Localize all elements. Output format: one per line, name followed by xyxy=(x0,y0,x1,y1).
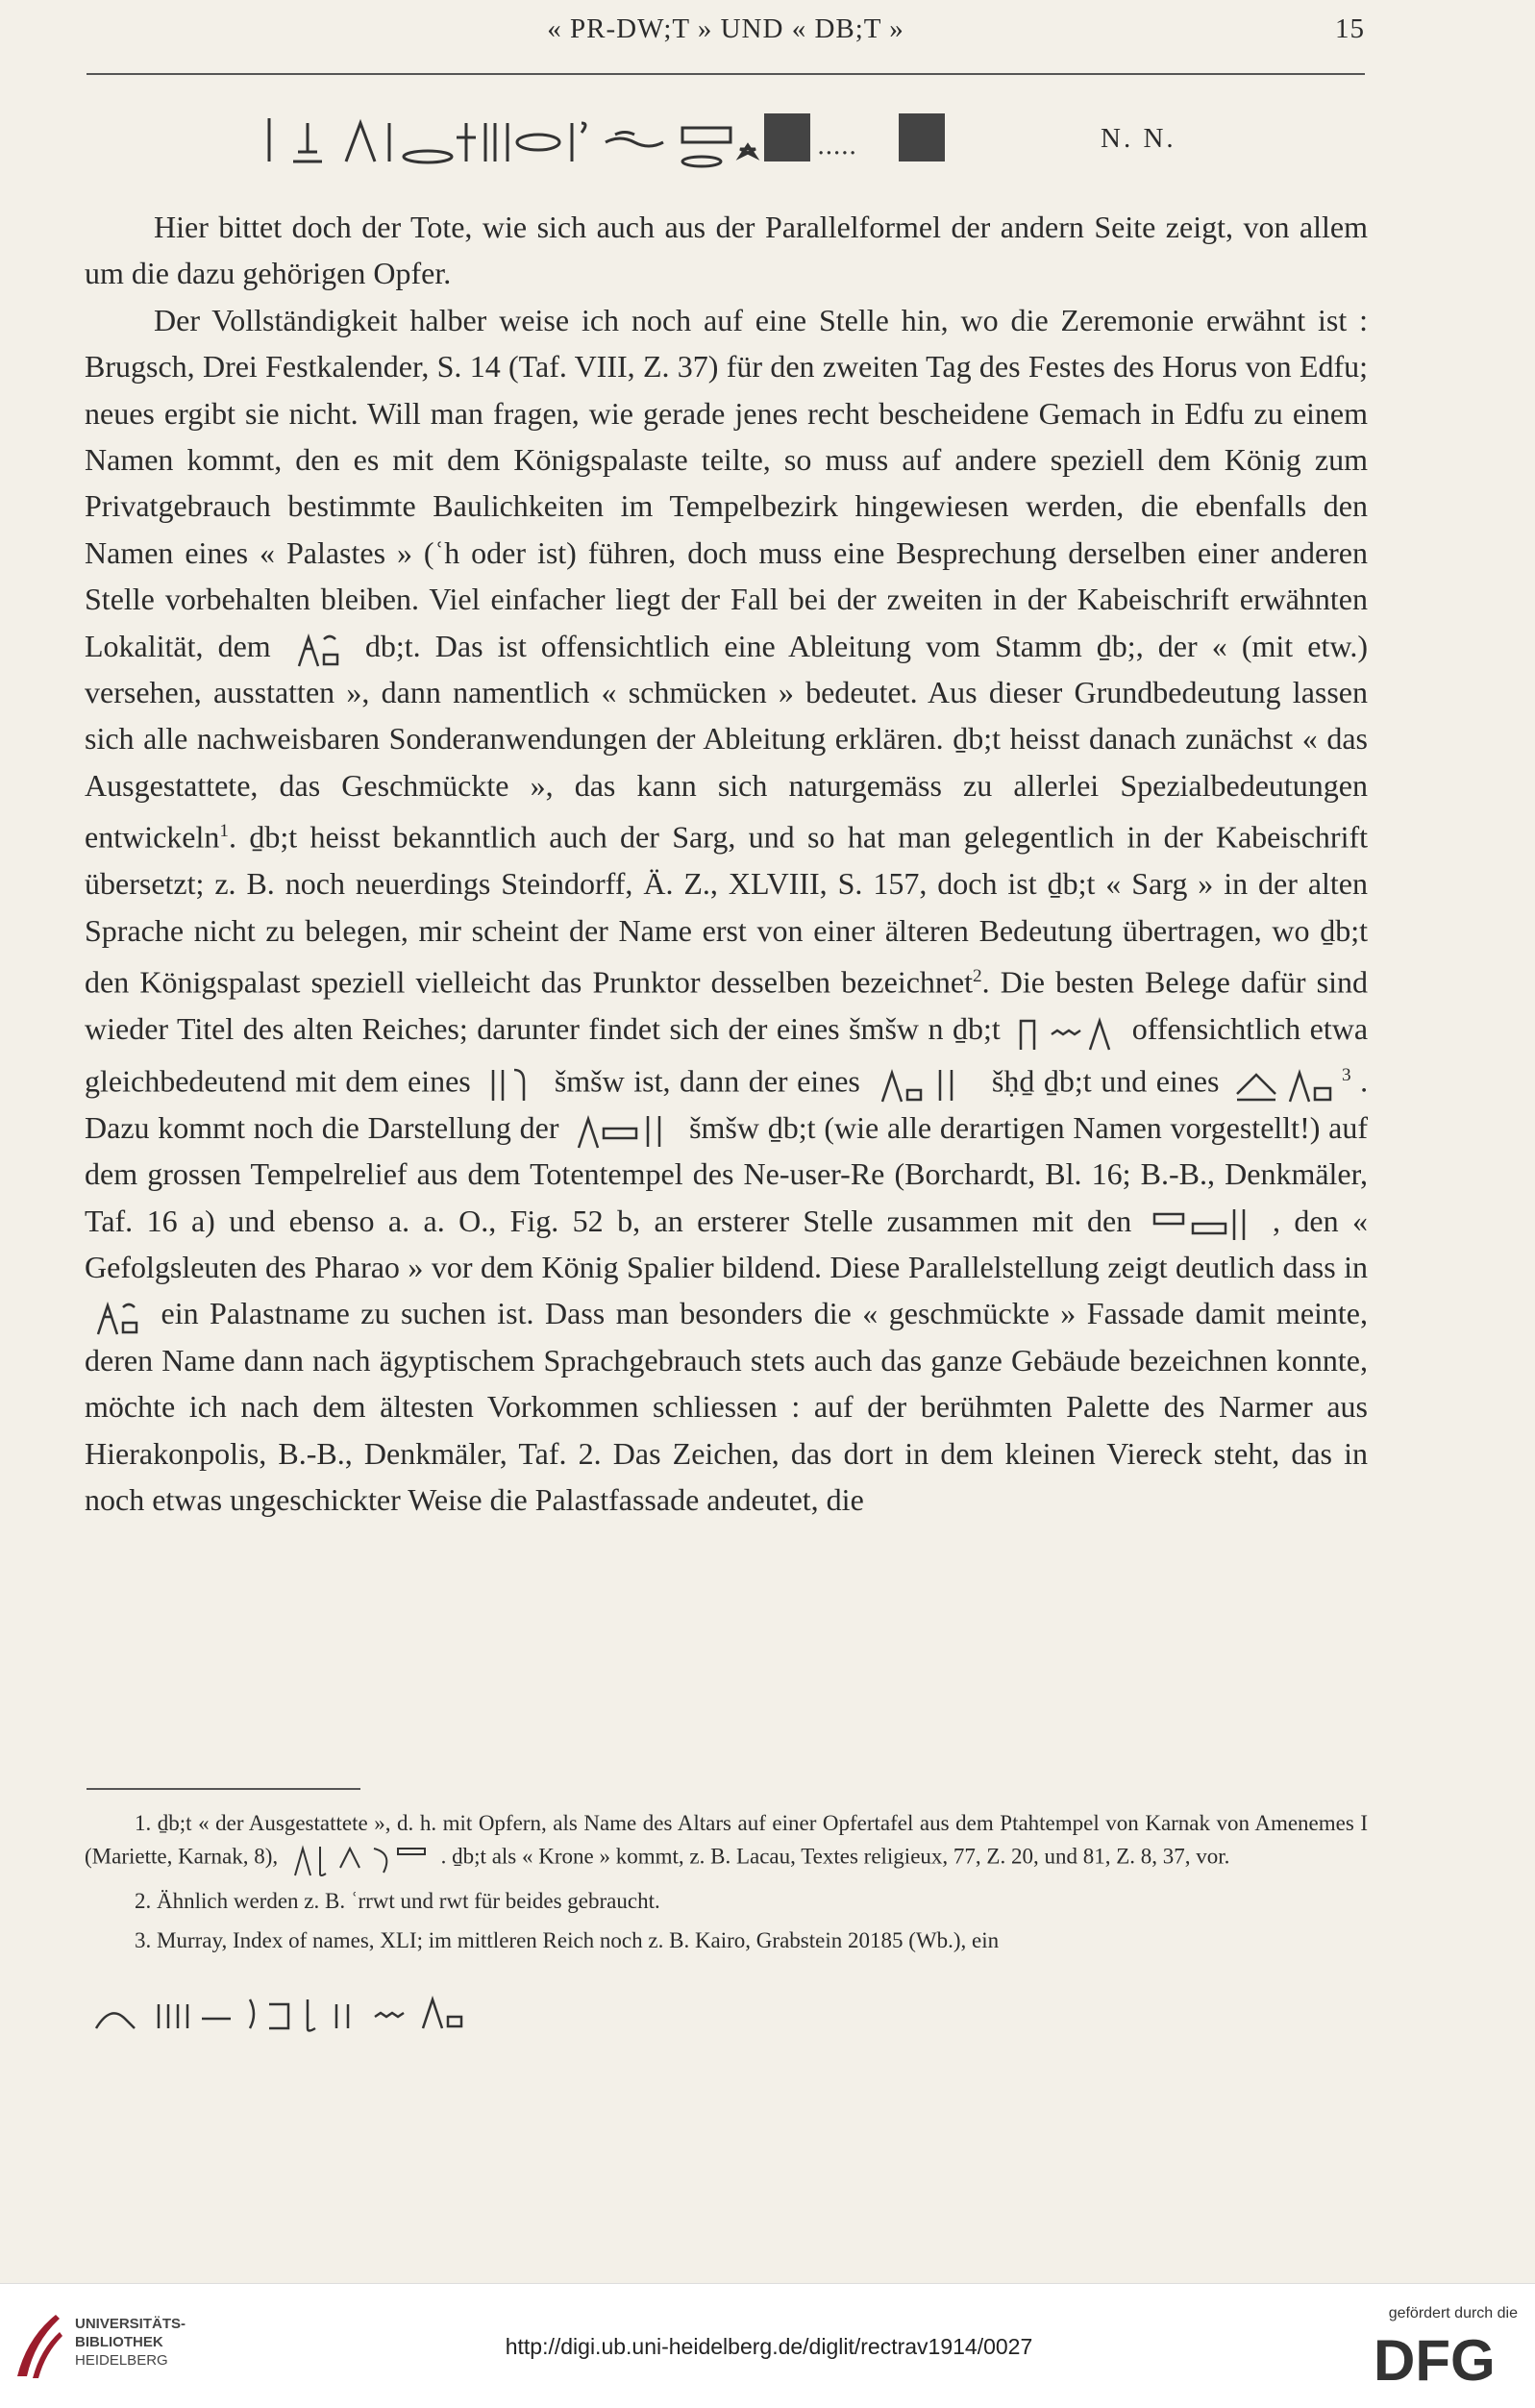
funder-caption: gefördert durch die xyxy=(1388,2305,1518,2321)
paragraph-2-cont10: ein Palastname zu suchen ist. Dass man besonders die « geschmückte » Fassade damit meinte, deren Name dann nach ägyptischem Sprachgebrauch stets auch das ganze Gebäude bezeichnen konnte, möchte ich nach dem ältesten Vorkommen schliessen : auf der berühmten Palette des Narmer aus Hierakonpolis, B.-B., Denkmäler, Taf. 2. Das Zeichen, das dort in dem kleinen Viereck steht, das in noch etwas ungeschickter Weise die Palastfassade andeutet, die xyxy=(85,1296,1369,1517)
library-line-2: BIBLIOTHEK xyxy=(75,2334,163,2350)
paragraph-2-cont3: . Die besten Belege dafür sind wieder Titel des alten Reiches; darunter findet sich der eines šmšw n ḏb;t xyxy=(85,964,1369,1047)
dfg-logo-text: DFG xyxy=(1374,2330,1496,2388)
permalink-url[interactable]: http://digi.ub.uni-heidelberg.de/diglit/rectrav1914/0027 xyxy=(505,2334,1033,2359)
paragraph-2-cont8: šmšw ḏb;t (wie alle derartigen Namen vorgestellt!) auf dem grossen Tempelrelief aus dem Totentempel des Ne-user-Re (Borchardt, Bl. 16; B.-B., Denkmäler, Taf. 16 a) und ebenso a. a. O., Fig. 52 b, an ersterer Stelle zusammen mit den xyxy=(85,1109,1369,1238)
footer-bar xyxy=(0,2283,1535,2408)
hieroglyph-pair-icon xyxy=(1232,1065,1338,1104)
paragraph-2-cont5: šmšw ist, dann der eines xyxy=(554,1063,860,1099)
footnotes xyxy=(85,1807,1368,1964)
library-line-1: UNIVERSITÄTS- xyxy=(75,2316,186,2332)
hieroglyph-gefolgsleute-icon xyxy=(1150,1204,1255,1243)
paragraph-2-text: Der Vollständigkeit halber weise ich noch auf eine Stelle hin, wo die Zeremonie erwähnt ist : Brugsch, Drei Festkalender, S. 14 (Taf. VIII, Z. 37) für den zweiten Tag des Festes des Horus von Edfu; neues ergibt sie nicht. Will man fragen, wie gerade jenes recht bescheidene Gemach in Edfu zu einem Namen kommt, den es mit dem Königspalaste teilte, so muss auf andere speziell dem König zum Privatgebrauch bestimmte Baulichkeiten im Tempelbezirk hingewiesen werden, die ebenfalls den Namen eines « Palastes » (ʿh oder ist) führen, doch muss eine Besprechung derselben einer anderen Stelle vorbehalten bleiben. Viel einfacher liegt der Fall bei der zweiten in der Kabeischrift erwähnten Lokalität, dem xyxy=(85,302,1368,663)
page-number: 15 xyxy=(1335,13,1365,44)
dfg-logo-icon xyxy=(1374,2330,1518,2388)
hieroglyph-title-icon xyxy=(1013,1013,1119,1052)
paragraph-2-cont4: offensichtlich etwa gleichbedeutend mit dem eines xyxy=(85,1011,1369,1099)
svg-text:.....: ..... xyxy=(817,132,857,161)
library-name xyxy=(75,2315,186,2370)
footnote-1 xyxy=(85,1807,1368,1877)
footnote-1-cont: . ḏb;t als « Krone » kommt, z. B. Lacau, Textes religieux, 77, Z. 20, und 81, Z. 8, 37, vor. xyxy=(440,1844,1230,1869)
hieroglyph-db3t-icon xyxy=(289,630,347,668)
footnote-hieroglyph-line xyxy=(87,1990,625,2038)
footnote-2: 2. Ähnlich werden z. B. ʿrrwt und rwt für beides gebraucht. xyxy=(135,1889,660,1913)
hieroglyph-shd-icon xyxy=(873,1065,978,1104)
university-library-logo-icon xyxy=(13,2309,63,2382)
footnote-1-text: 1. ḏb;t « der Ausgestattete », d. h. mit Opfern, als Name des Altars auf einer Opfertafel aus dem Ptahtempel von Karnak von Amenemes I (Mariette, Karnak, 8), xyxy=(85,1811,1368,1869)
footnote-3: 3. Murray, Index of names, XLI; im mittleren Reich noch z. B. Kairo, Grabstein 20185 (Wb.), ein xyxy=(135,1928,1000,1952)
hieroglyph-db3t-2-icon xyxy=(88,1298,146,1336)
footnote-hieroglyphs-icon xyxy=(287,1839,432,1877)
hieroglyph-smsw-db3t-icon xyxy=(571,1111,677,1150)
hieroglyph-line xyxy=(260,104,1221,171)
library-city: HEIDELBERG xyxy=(75,2352,168,2369)
paragraph-2: Der Vollständigkeit halber weise ich noch auf eine Stelle hin, wo die Zeremonie erwähnt ist : Brugsch, Drei Festkalender, S. 14 (Taf. VIII, Z. 37) für den zweiten Tag des Festes des Horus von Edfu; neues ergibt sie nicht. Will man fragen, wie gerade jenes recht bescheidene Gemach in Edfu zu einem Namen kommt, den es mit dem Königspalaste teilte, so muss auf andere speziell dem König zum Privatgebrauch bestimmte Baulichkeiten im Tempelbezirk hingewiesen werden, die ebenfalls den Namen eines « Palastes » (ʿh oder ist) führen, doch muss eine Besprechung derselben einer anderen Stelle vorbehalten bleiben. Viel einfacher liegt der Fall bei der zweiten in der Kabeischrift erwähnten Lokalität, dem db;t. Das ist offensichtlich eine Ableitung vom Stamm ḏb;, der « (mit etw.) versehen, ausstatten », dann namentlich « schmücken » bedeutet. Aus dieser Grundbedeutung lassen sich alle nachweisbaren Sonderanwendungen der Ableitung erklären. ḏb;t heisst danach zunächst « das Ausgestattete, das Geschmückte », das kann sich naturgemäss zu allerlei Spezialbedeutungen entwickeln$^1$. ḏb;t heisst bekanntlich auch der Sarg, und so hat man gelegentlich in der Kabeischrift übersetzt; z. B. noch neuerdings Steindorff, Ä. Z., XLVIII, S. 157, doch ist ḏb;t « Sarg » in der alten Sprache nicht zu belegen, mir scheint der Name erst von einer älteren Bedeutung übertragen, wo ḏb;t den Königspalast speziell vielleicht das Prunktor desselben bezeichnet$^2$. Die besten Belege dafür sind wieder Titel des alten Reiches; darunter findet sich der eines šmšw n ḏb;t offensichtlich etwa gleichbedeutend mit dem eines šmšw ist, dann der eines šḥḏ ḏb;t und eines $^3$ . Dazu kommt noch die Darstellung der šmšw ḏb;t (wie alle derartigen Namen vorgestellt!) auf dem grossen Tempelrelief aus dem Totentempel des Ne-user-Re (Borchardt, Bl. 16; B.-B., Denkmäler, Taf. 16 a) und ebenso a. a. O., Fig. 52 b, an ersterer Stelle zusammen mit den , den « Gefolgsleuten des Pharao » vor dem König Spalier bildend. Diese Parallelstellung zeigt deutlich dass in ein Palastname zu suchen ist. Dass man besonders die « geschmückte » Fassade damit meinte, deren Name dann nach ägyptischem Sprachgebrauch stets auch das ganze Gebäude bezeichnen konnte, möchte ich nach dem ältesten Vorkommen schliessen : auf der berühmten Palette des Narmer aus Hierakonpolis, B.-B., Denkmäler, Taf. 2. Das Zeichen, das dort in dem kleinen Viereck steht, das in noch etwas ungeschickter Weise die Palastfassade andeutet, die xyxy=(85,302,1369,1517)
paragraph-2-cont2: . ḏb;t heisst bekanntlich auch der Sarg, und so hat man gelegentlich in der Kabeischrift übersetzt; z. B. noch neuerdings Steindorff, Ä. Z., XLVIII, S. 157, doch ist ḏb;t « Sarg » in der alten Sprache nicht zu belegen, mir scheint der Name erst von einer älteren Bedeutung übertragen, wo ḏb;t den Königspalast speziell vielleicht das Prunktor desselben bezeichnet xyxy=(85,819,1368,1000)
running-head xyxy=(87,13,1365,52)
header-rule xyxy=(87,73,1365,75)
hieroglyph-smsw-icon xyxy=(483,1065,541,1104)
paragraph-2-cont6: šḥḏ ḏb;t und eines xyxy=(991,1063,1220,1099)
paragraph-1: Hier bittet doch der Tote, wie sich auch aus der Parallelformel der andern Seite zeigt, von allem um die dazu gehörigen Opfer. xyxy=(85,210,1368,291)
running-title: « PR-DW;T » UND « DB;T » xyxy=(547,13,904,44)
footnote-rule xyxy=(87,1788,360,1790)
paragraph-2-cont: db;t. Das ist offensichtlich eine Ableitung vom Stamm ḏb;, der « (mit etw.) versehen, ausstatten », dann namentlich « schmücken » bedeutet. Aus dieser Grundbedeutung lassen sich alle nachweisbaren Sonderanwendungen der Ableitung erklären. ḏb;t heisst danach zunächst « das Ausgestattete, das Geschmückte », das kann sich naturgemäss zu allerlei Spezialbedeutungen entwickeln xyxy=(85,628,1369,855)
body-text xyxy=(85,204,1368,1523)
hieroglyph-line-label: N. N. xyxy=(1101,123,1176,154)
paragraph-2-cont7: . Dazu kommt noch die Darstellung der xyxy=(85,1063,1369,1145)
paragraph-2-cont9: , den « Gefolgsleuten des Pharao » vor dem König Spalier bildend. Diese Parallelstellung zeigt deutlich dass in xyxy=(85,1203,1369,1284)
